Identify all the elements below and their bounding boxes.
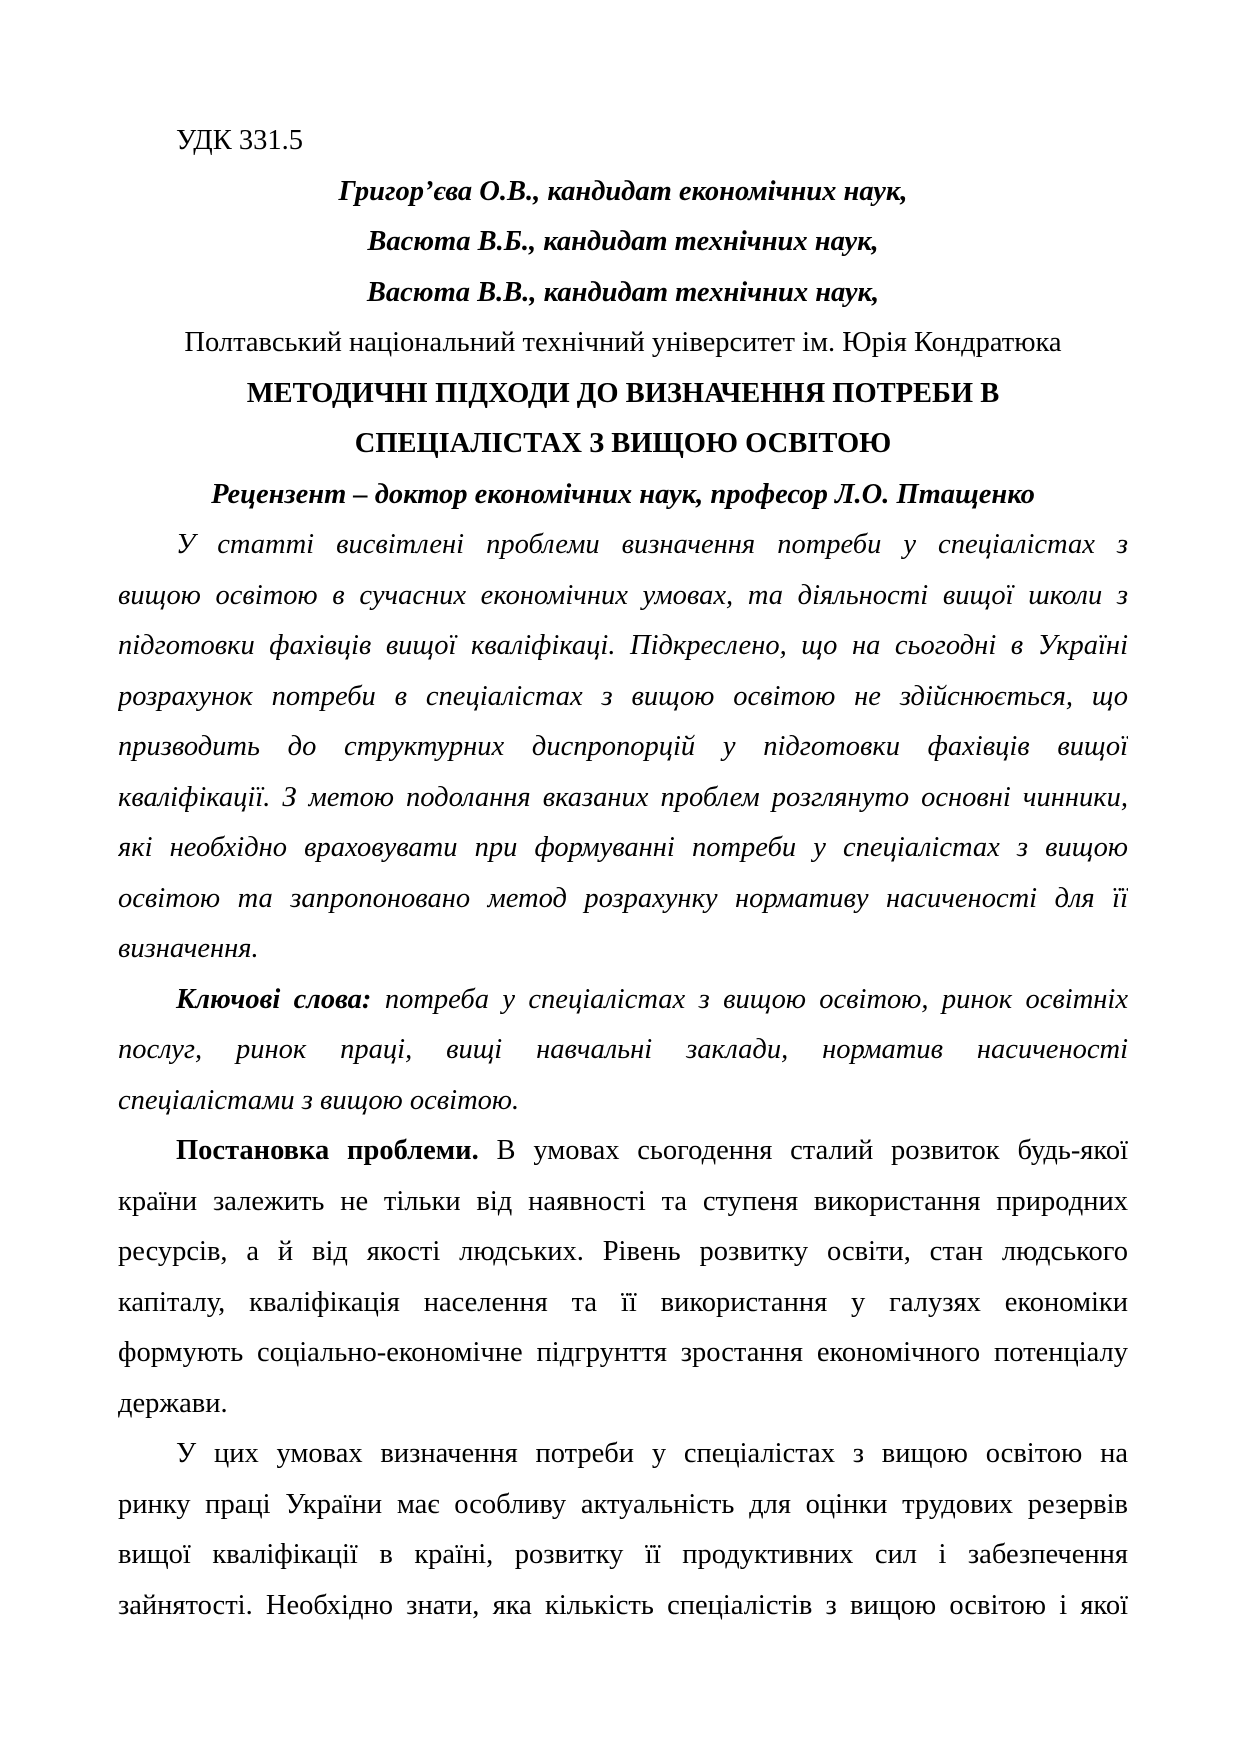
reviewer: Рецензент – доктор економічних наук, професор Л.О. Птащенко: [211, 478, 1035, 510]
article-title-line-2: СПЕЦІАЛІСТАХ З ВИЩОЮ ОСВІТОЮ: [354, 428, 892, 459]
abstract-line: У статті висвітлені проблеми визначення потреби у спеціалістах з: [176, 529, 1128, 560]
keywords-line: послуг, ринок праці, вищі навчальні заклади, норматив насиченості: [118, 1034, 1128, 1065]
abstract: [118, 520, 1128, 975]
abstract-line: підготовки фахівців вищої кваліфікаці. Підкреслено, що на сьогодні в Україні: [118, 630, 1128, 661]
body-line: У цих умовах визначення потреби у спеціалістах з вищою освітою на: [176, 1438, 1128, 1469]
body-line: зайнятості. Необхідно знати, яка кількість спеціалістів з вищою освітою і якої: [118, 1589, 1128, 1621]
author-1: Григор’єва О.В., кандидат економічних наук,: [338, 175, 908, 207]
paragraph-2: [118, 1429, 1128, 1631]
body-line: капіталу, кваліфікація населення та її використання у галузях економіки: [118, 1286, 1128, 1318]
problem-statement: [118, 1126, 1128, 1429]
body-line: формують соціально-економічне підгрунття зростання економічного потенціалу: [118, 1337, 1128, 1368]
body-line: [118, 1126, 1128, 1177]
article-title-line-1: МЕТОДИЧНІ ПІДХОДИ ДО ВИЗНАЧЕННЯ ПОТРЕБИ В: [246, 377, 1000, 409]
body-line: ресурсів, а й від якості людських. Рівень розвитку освіти, стан людського: [118, 1236, 1128, 1267]
author-3: Васюта В.В., кандидат технічних наук,: [366, 276, 880, 308]
body-line: держави.: [118, 1387, 228, 1419]
keywords-label: Ключові слова:: [176, 983, 372, 1015]
abstract-line: визначення.: [118, 933, 259, 964]
abstract-line: освітою та запропоновано метод розрахунку нормативу насиченості для її: [118, 882, 1128, 914]
body-line: ринку праці України має особливу актуальність для оцінки трудових резервів: [118, 1488, 1128, 1520]
keywords: [118, 975, 1128, 1127]
problem-text: В умовах сьогодення сталий розвиток будь-якої: [478, 1135, 1128, 1166]
abstract-line: призводить до структурних диспропорцій у підготовки фахівців вищої: [118, 731, 1128, 762]
problem-label: Постановка проблеми.: [176, 1135, 479, 1166]
body-line: країни залежить не тільки від наявності та ступеня використання природних: [118, 1185, 1128, 1217]
author-2: Васюта В.Б., кандидат технічних наук,: [367, 226, 879, 257]
keywords-line: [118, 975, 1128, 1026]
abstract-line: розрахунок потреби в спеціалістах з вищою освітою не здійснюється, що: [118, 680, 1128, 712]
keywords-line: спеціалістами з вищою освітою.: [118, 1084, 520, 1116]
keywords-text: потреба у спеціалістах з вищою освітою, ринок освітніх: [371, 983, 1128, 1015]
abstract-line: вищою освітою в сучасних економічних умовах, та діяльності вищої школи з: [118, 579, 1128, 611]
document-page: [118, 116, 1128, 1631]
udc-code: УДК 331.5: [176, 125, 303, 156]
affiliation: Полтавський національний технічний університет ім. Юрія Кондратюка: [184, 327, 1062, 358]
abstract-line: які необхідно враховувати при формуванні потреби у спеціалістах з вищою: [118, 832, 1128, 863]
body-line: вищої кваліфікації в країні, розвитку її продуктивних сил і забезпечення: [118, 1539, 1128, 1570]
abstract-line: кваліфікації. З метою подолання вказаних проблем розглянуто основні чинники,: [118, 781, 1128, 813]
